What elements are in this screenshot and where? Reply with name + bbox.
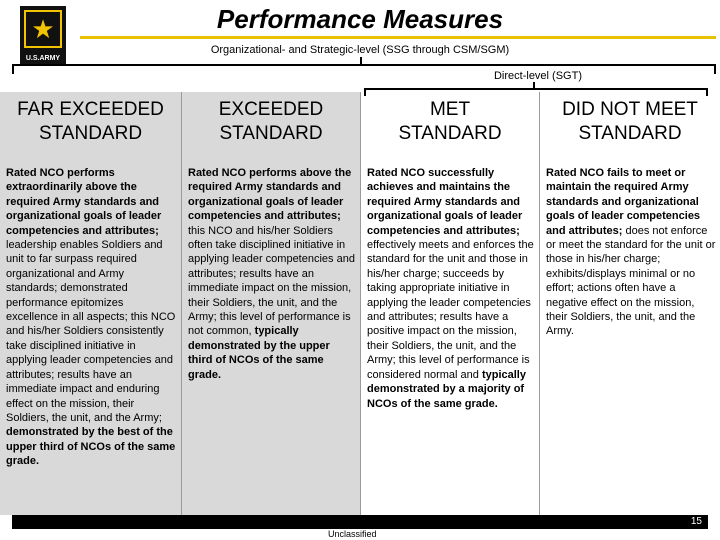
- heading-line-2: STANDARD: [219, 123, 323, 144]
- heading-line-1: EXCEEDED: [218, 99, 324, 120]
- heading-line-2: STANDARD: [578, 123, 682, 144]
- column-heading: [361, 98, 539, 146]
- org-level-bracket: [12, 64, 716, 74]
- bold-lead: Rated NCO performs above the required Army standards and organizational goals of leader competencies and attributes;: [188, 167, 352, 223]
- bold-tail: demonstrated by the best of the upper third of NCOs of the same grade.: [6, 426, 176, 468]
- column-description: [6, 166, 177, 469]
- logo-caption: U.S.ARMY: [25, 55, 61, 62]
- plain-text: does not enforce or meet the standard for the unit or those in his/her charge; exhibits/displays minimal or no effort; actions often have a negative effect on the mission, their Soldiers, the unit, and the Army.: [546, 224, 716, 338]
- org-level-label: Organizational- and Strategic-level (SSG through CSM/SGM): [210, 44, 510, 56]
- heading-line-2: STANDARD: [398, 123, 502, 144]
- column-heading: [182, 98, 360, 146]
- column-description: [188, 166, 356, 382]
- bold-tail: typically demonstrated by the upper third of NCOs of the same grade.: [188, 325, 330, 381]
- bold-lead: Rated NCO successfully achieves and maintains the required Army standards and organizational goals of leader competencies and attributes;: [367, 167, 523, 237]
- column-description: [546, 166, 716, 339]
- heading-line-1: FAR EXCEEDED: [17, 99, 164, 120]
- column-met: [361, 92, 539, 515]
- heading-line-1: DID NOT MEET: [562, 99, 698, 120]
- plain-text: effectively meets and enforces the standard for the unit and those in his/her charge; succeeds by taking appropriate initiative in applying the leader competencies and attributes; results have a positive impact on the mission, their Soldiers, the unit, and the Army; this level of performance is considered normal and: [367, 239, 534, 381]
- org-level-tick: [360, 57, 362, 64]
- column-heading: [0, 98, 181, 146]
- column-did-not-meet: [540, 92, 720, 515]
- plain-text: this NCO and his/her Soldiers often take disciplined initiative in applying leader competencies and attributes; results have an immediate impact on the mission, their Soldiers, the unit, and the Army; this level of performance is not common,: [188, 224, 355, 338]
- star-icon: ★: [24, 10, 62, 48]
- title-underline: [80, 36, 716, 39]
- column-description: [367, 166, 535, 411]
- direct-level-label: Direct-level (SGT): [493, 70, 582, 82]
- plain-text: leadership enables Soldiers and unit to far surpass required organizational and Army standards; demonstrated performance epitomizes excellence in all aspects; this NCO and his/her Soldiers consistently take disciplined initiative in applying leader competencies and attributes; results have an immediate impact and enduring effect on the mission, their Soldiers, the unit, and the Army;: [6, 239, 176, 424]
- bold-lead: Rated NCO fails to meet or maintain the required Army standards and organizational goals of leader competencies and attributes;: [546, 167, 701, 237]
- page-title: Performance Measures: [216, 4, 504, 34]
- bold-tail: typically demonstrated by a majority of NCOs of the same grade.: [367, 368, 526, 410]
- heading-line-2: STANDARD: [38, 123, 143, 144]
- footer-bar: [12, 515, 708, 529]
- direct-level-tick: [533, 82, 535, 88]
- bold-lead: Rated NCO performs extraordinarily above the required Army standards and organizational goals of leader competencies and attributes;: [6, 167, 162, 237]
- column-exceeded: [182, 92, 360, 515]
- page-number: 15: [690, 516, 702, 527]
- heading-line-1: MET: [429, 99, 471, 120]
- column-heading: [540, 98, 720, 146]
- column-far-exceeded: [0, 92, 181, 515]
- classification-label: Unclassified: [328, 529, 377, 539]
